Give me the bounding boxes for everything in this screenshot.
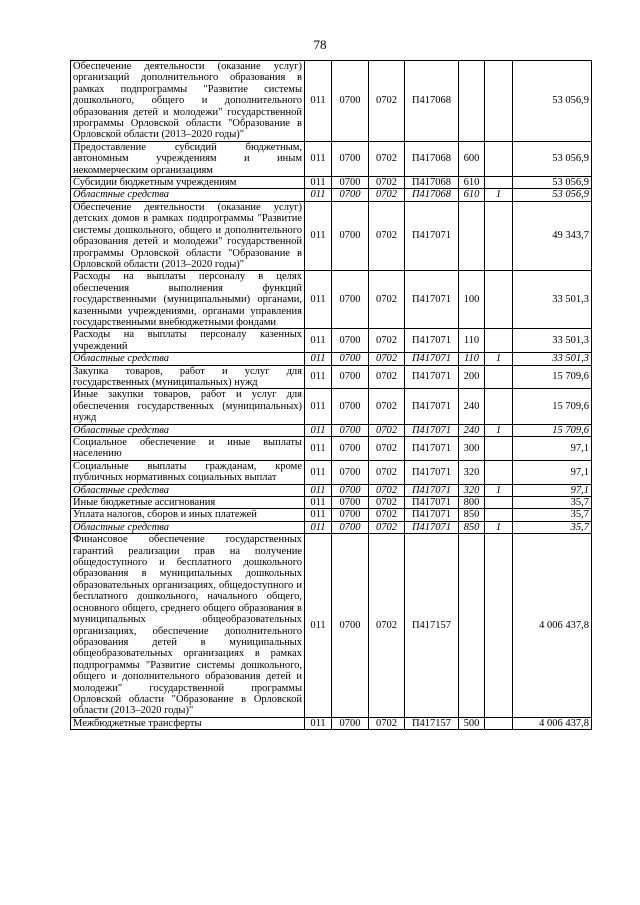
row-funding-source-code bbox=[485, 365, 513, 389]
table-row bbox=[71, 389, 592, 424]
table-row bbox=[71, 141, 592, 176]
row-section-code: 0700 bbox=[332, 497, 369, 509]
row-amount: 15 709,6 bbox=[513, 365, 592, 389]
table-row-funding-source bbox=[71, 521, 592, 533]
row-chapter-code: 011 bbox=[305, 424, 332, 436]
row-subsection-code: 0702 bbox=[369, 424, 405, 436]
row-amount: 53 056,9 bbox=[513, 177, 592, 189]
row-target-item-code: П417068 bbox=[405, 61, 459, 142]
row-expense-type-code: 610 bbox=[459, 189, 485, 201]
row-amount: 35,7 bbox=[513, 497, 592, 509]
table-row bbox=[71, 460, 592, 484]
row-description: Закупка товаров, работ и услуг для государственных (муниципальных) нужд bbox=[71, 365, 305, 389]
table-row-funding-source bbox=[71, 424, 592, 436]
row-expense-type-code bbox=[459, 534, 485, 718]
row-expense-type-code: 110 bbox=[459, 353, 485, 365]
row-subsection-code: 0702 bbox=[369, 177, 405, 189]
row-target-item-code: П417071 bbox=[405, 424, 459, 436]
row-amount: 33 501,3 bbox=[513, 353, 592, 365]
row-amount: 4 006 437,8 bbox=[513, 717, 592, 729]
row-expense-type-code: 300 bbox=[459, 437, 485, 461]
row-description: Иные бюджетные ассигнования bbox=[71, 497, 305, 509]
row-section-code: 0700 bbox=[332, 460, 369, 484]
row-section-code: 0700 bbox=[332, 424, 369, 436]
row-chapter-code: 011 bbox=[305, 177, 332, 189]
row-target-item-code: П417068 bbox=[405, 141, 459, 176]
row-expense-type-code: 240 bbox=[459, 389, 485, 424]
table-row bbox=[71, 365, 592, 389]
row-section-code: 0700 bbox=[332, 389, 369, 424]
row-section-code: 0700 bbox=[332, 61, 369, 142]
row-subsection-code: 0702 bbox=[369, 353, 405, 365]
row-subsection-code: 0702 bbox=[369, 460, 405, 484]
row-chapter-code: 011 bbox=[305, 437, 332, 461]
row-funding-source-code bbox=[485, 61, 513, 142]
row-amount: 53 056,9 bbox=[513, 141, 592, 176]
row-amount: 15 709,6 bbox=[513, 424, 592, 436]
row-chapter-code: 011 bbox=[305, 201, 332, 270]
row-target-item-code: П417071 bbox=[405, 460, 459, 484]
table-row-funding-source bbox=[71, 484, 592, 496]
row-subsection-code: 0702 bbox=[369, 509, 405, 521]
table-row bbox=[71, 61, 592, 142]
table-row bbox=[71, 329, 592, 353]
row-expense-type-code: 850 bbox=[459, 521, 485, 533]
row-amount: 53 056,9 bbox=[513, 61, 592, 142]
row-description: Обеспечение деятельности (оказание услуг) детских домов в рамках подпрограммы "Развитие системы дошкольного, общего и дополнительного образования детей и молодежи" государственной программы Орловской области "Образование в Орловской области (2013–2020 годы)" bbox=[71, 201, 305, 270]
row-description: Субсидии бюджетным учреждениям bbox=[71, 177, 305, 189]
row-funding-source-code: 1 bbox=[485, 484, 513, 496]
row-amount: 15 709,6 bbox=[513, 389, 592, 424]
row-subsection-code: 0702 bbox=[369, 271, 405, 329]
row-section-code: 0700 bbox=[332, 201, 369, 270]
row-amount: 97,1 bbox=[513, 437, 592, 461]
row-amount: 35,7 bbox=[513, 521, 592, 533]
row-target-item-code: П417071 bbox=[405, 497, 459, 509]
row-description: Расходы на выплаты персоналу в целях обеспечения выполнения функций государственными (муниципальными) органами, казенными учреждениями, органами управления государственными внебюджетными фондами bbox=[71, 271, 305, 329]
budget-table-body bbox=[71, 61, 592, 730]
row-funding-source-code: 1 bbox=[485, 521, 513, 533]
row-section-code: 0700 bbox=[332, 717, 369, 729]
row-subsection-code: 0702 bbox=[369, 497, 405, 509]
row-section-code: 0700 bbox=[332, 177, 369, 189]
row-amount: 49 343,7 bbox=[513, 201, 592, 270]
row-funding-source-code bbox=[485, 717, 513, 729]
row-section-code: 0700 bbox=[332, 329, 369, 353]
row-chapter-code: 011 bbox=[305, 61, 332, 142]
row-chapter-code: 011 bbox=[305, 717, 332, 729]
row-expense-type-code: 850 bbox=[459, 509, 485, 521]
row-target-item-code: П417068 bbox=[405, 189, 459, 201]
row-target-item-code: П417071 bbox=[405, 389, 459, 424]
row-amount: 33 501,3 bbox=[513, 271, 592, 329]
page-number: 78 bbox=[313, 37, 327, 52]
row-chapter-code: 011 bbox=[305, 460, 332, 484]
row-subsection-code: 0702 bbox=[369, 201, 405, 270]
row-expense-type-code bbox=[459, 201, 485, 270]
row-description: Расходы на выплаты персоналу казенных учреждений bbox=[71, 329, 305, 353]
row-description: Межбюджетные трансферты bbox=[71, 717, 305, 729]
row-funding-source-code bbox=[485, 509, 513, 521]
row-chapter-code: 011 bbox=[305, 365, 332, 389]
row-target-item-code: П417157 bbox=[405, 534, 459, 718]
row-target-item-code: П417071 bbox=[405, 271, 459, 329]
row-description: Предоставление субсидий бюджетным, автономным учреждениям и иным некоммерческим организациям bbox=[71, 141, 305, 176]
row-section-code: 0700 bbox=[332, 271, 369, 329]
row-section-code: 0700 bbox=[332, 484, 369, 496]
row-subsection-code: 0702 bbox=[369, 521, 405, 533]
row-chapter-code: 011 bbox=[305, 497, 332, 509]
row-chapter-code: 011 bbox=[305, 141, 332, 176]
row-description: Областные средства bbox=[71, 521, 305, 533]
row-expense-type-code: 500 bbox=[459, 717, 485, 729]
row-funding-source-code bbox=[485, 177, 513, 189]
row-target-item-code: П417071 bbox=[405, 353, 459, 365]
row-section-code: 0700 bbox=[332, 437, 369, 461]
row-subsection-code: 0702 bbox=[369, 389, 405, 424]
row-chapter-code: 011 bbox=[305, 389, 332, 424]
row-subsection-code: 0702 bbox=[369, 534, 405, 718]
row-amount: 35,7 bbox=[513, 509, 592, 521]
row-target-item-code: П417071 bbox=[405, 437, 459, 461]
row-subsection-code: 0702 bbox=[369, 717, 405, 729]
row-funding-source-code: 1 bbox=[485, 424, 513, 436]
table-row bbox=[71, 201, 592, 270]
row-chapter-code: 011 bbox=[305, 189, 332, 201]
row-funding-source-code bbox=[485, 534, 513, 718]
row-expense-type-code: 110 bbox=[459, 329, 485, 353]
row-section-code: 0700 bbox=[332, 365, 369, 389]
table-row bbox=[71, 271, 592, 329]
row-target-item-code: П417071 bbox=[405, 201, 459, 270]
row-description: Иные закупки товаров, работ и услуг для обеспечения государственных (муниципальных) нужд bbox=[71, 389, 305, 424]
row-chapter-code: 011 bbox=[305, 509, 332, 521]
row-subsection-code: 0702 bbox=[369, 437, 405, 461]
row-chapter-code: 011 bbox=[305, 271, 332, 329]
row-description: Областные средства bbox=[71, 189, 305, 201]
table-row bbox=[71, 177, 592, 189]
row-subsection-code: 0702 bbox=[369, 365, 405, 389]
row-amount: 53 056,9 bbox=[513, 189, 592, 201]
table-row bbox=[71, 717, 592, 729]
row-section-code: 0700 bbox=[332, 353, 369, 365]
row-funding-source-code bbox=[485, 437, 513, 461]
table-row bbox=[71, 437, 592, 461]
row-section-code: 0700 bbox=[332, 189, 369, 201]
row-chapter-code: 011 bbox=[305, 353, 332, 365]
row-funding-source-code bbox=[485, 389, 513, 424]
row-chapter-code: 011 bbox=[305, 484, 332, 496]
row-chapter-code: 011 bbox=[305, 329, 332, 353]
row-funding-source-code bbox=[485, 329, 513, 353]
row-chapter-code: 011 bbox=[305, 534, 332, 718]
row-funding-source-code: 1 bbox=[485, 189, 513, 201]
row-chapter-code: 011 bbox=[305, 521, 332, 533]
row-subsection-code: 0702 bbox=[369, 141, 405, 176]
row-description: Областные средства bbox=[71, 484, 305, 496]
row-amount: 97,1 bbox=[513, 484, 592, 496]
row-description: Социальное обеспечение и иные выплаты населению bbox=[71, 437, 305, 461]
row-subsection-code: 0702 bbox=[369, 329, 405, 353]
row-expense-type-code: 800 bbox=[459, 497, 485, 509]
row-amount: 4 006 437,8 bbox=[513, 534, 592, 718]
table-row bbox=[71, 497, 592, 509]
row-description: Обеспечение деятельности (оказание услуг) организаций дополнительного образования в рамках подпрограммы "Развитие системы дошкольного, общего и дополнительного образования детей и молодежи" государственной программы Орловской области "Образование в Орловской области (2013–2020 годы)" bbox=[71, 61, 305, 142]
table-row bbox=[71, 509, 592, 521]
row-expense-type-code: 320 bbox=[459, 460, 485, 484]
row-expense-type-code: 610 bbox=[459, 177, 485, 189]
row-target-item-code: П417071 bbox=[405, 521, 459, 533]
row-amount: 97,1 bbox=[513, 460, 592, 484]
row-section-code: 0700 bbox=[332, 521, 369, 533]
row-target-item-code: П417071 bbox=[405, 484, 459, 496]
row-expense-type-code: 200 bbox=[459, 365, 485, 389]
row-description: Областные средства bbox=[71, 424, 305, 436]
row-target-item-code: П417071 bbox=[405, 509, 459, 521]
row-section-code: 0700 bbox=[332, 141, 369, 176]
row-description: Областные средства bbox=[71, 353, 305, 365]
row-target-item-code: П417157 bbox=[405, 717, 459, 729]
table-row bbox=[71, 534, 592, 718]
row-funding-source-code bbox=[485, 271, 513, 329]
row-subsection-code: 0702 bbox=[369, 189, 405, 201]
row-target-item-code: П417071 bbox=[405, 329, 459, 353]
row-description: Социальные выплаты гражданам, кроме публичных нормативных социальных выплат bbox=[71, 460, 305, 484]
table-row-funding-source bbox=[71, 189, 592, 201]
row-funding-source-code bbox=[485, 141, 513, 176]
row-expense-type-code: 100 bbox=[459, 271, 485, 329]
row-expense-type-code: 240 bbox=[459, 424, 485, 436]
row-funding-source-code bbox=[485, 460, 513, 484]
row-target-item-code: П417071 bbox=[405, 365, 459, 389]
budget-table bbox=[70, 60, 592, 730]
row-funding-source-code bbox=[485, 201, 513, 270]
row-expense-type-code bbox=[459, 61, 485, 142]
row-expense-type-code: 320 bbox=[459, 484, 485, 496]
row-section-code: 0700 bbox=[332, 534, 369, 718]
row-section-code: 0700 bbox=[332, 509, 369, 521]
table-row-funding-source bbox=[71, 353, 592, 365]
row-subsection-code: 0702 bbox=[369, 61, 405, 142]
row-description: Уплата налогов, сборов и иных платежей bbox=[71, 509, 305, 521]
row-expense-type-code: 600 bbox=[459, 141, 485, 176]
row-funding-source-code: 1 bbox=[485, 353, 513, 365]
row-amount: 33 501,3 bbox=[513, 329, 592, 353]
row-subsection-code: 0702 bbox=[369, 484, 405, 496]
row-funding-source-code bbox=[485, 497, 513, 509]
row-description: Финансовое обеспечение государственных гарантий реализации прав на получение общедоступного и бесплатного дошкольного образования в муниципальных дошкольных образовательных организациях, общедоступного и бесплатного дошкольного, начального общего, основного общего, среднего общего образования в муниципальных общеобразовательных организациях, обеспечение дополнительного образования детей в муниципальных общеобразовательных организациях в рамках подпрограммы "Развитие системы дошкольного, общего и дополнительного образования детей и молодежи" государственной программы Орловской области "Образование в Орловской области (2013–2020 годы)" bbox=[71, 534, 305, 718]
row-target-item-code: П417068 bbox=[405, 177, 459, 189]
